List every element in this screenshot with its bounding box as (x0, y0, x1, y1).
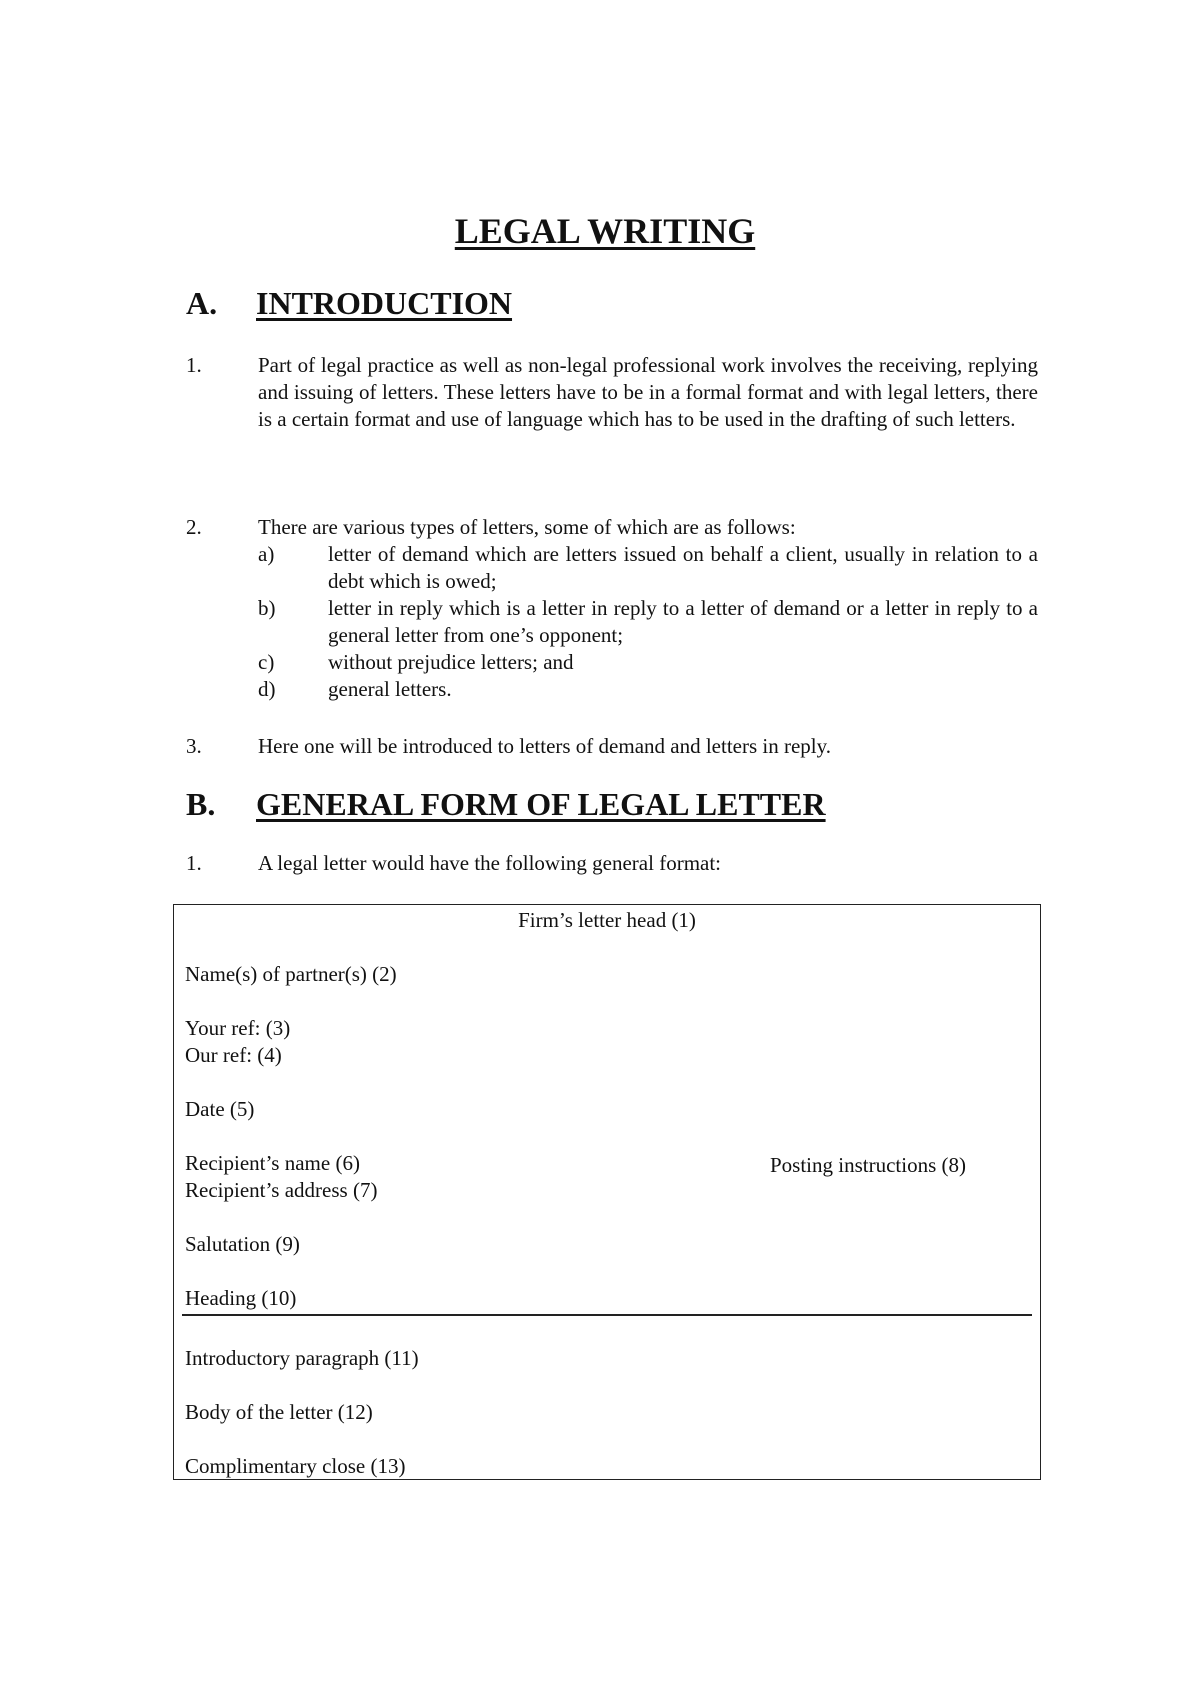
item-intro-text: There are various types of letters, some of which are as follows: (258, 515, 796, 539)
item-text: Part of legal practice as well as non-legal professional work involves the receiving, replying and issuing of letters. These letters have to be in a formal format and with legal letters, there is a certain format and use of language which has to be used in the drafting of such letters. (258, 353, 1038, 431)
date-label: Date (5) (185, 1097, 255, 1121)
document-title: LEGAL WRITING (454, 211, 756, 251)
list-item (258, 649, 1038, 676)
list-item-text: letter in reply which is a letter in reply to a letter of demand or a letter in reply to a general letter from one’s opponent; (328, 596, 1038, 647)
list-item (258, 676, 1038, 703)
list-item-label: d) (258, 677, 276, 701)
letterhead-label: Firm’s letter head (1) (518, 908, 696, 932)
intro-paragraph-label: Introductory paragraph (11) (185, 1346, 419, 1370)
list-item (258, 541, 1038, 595)
item-number: 2. (186, 515, 202, 539)
item-number: 1. (186, 851, 202, 875)
your-ref-label: Your ref: (3) (185, 1016, 291, 1040)
section-a-heading (186, 285, 512, 322)
heading-rule (182, 1314, 1032, 1316)
salutation-label: Salutation (9) (185, 1232, 300, 1256)
section-a-title: INTRODUCTION (256, 285, 513, 321)
recipient-name-label: Recipient’s name (6) (185, 1151, 360, 1175)
section-b-letter: B. (186, 786, 216, 822)
item-text: A legal letter would have the following general format: (258, 851, 722, 875)
section-b-item-1 (186, 850, 1038, 877)
item-text: Here one will be introduced to letters of demand and letters in reply. (258, 734, 832, 758)
section-a-item-2 (186, 514, 1038, 703)
posting-instructions-label: Posting instructions (8) (770, 1153, 967, 1177)
list-item (258, 595, 1038, 649)
our-ref-label: Our ref: (4) (185, 1043, 282, 1067)
recipient-address-label: Recipient’s address (7) (185, 1178, 378, 1202)
item-number: 3. (186, 734, 202, 758)
partners-label: Name(s) of partner(s) (2) (185, 962, 397, 986)
complimentary-close-label: Complimentary close (13) (185, 1454, 406, 1478)
list-item-text: without prejudice letters; and (328, 650, 574, 674)
body-label: Body of the letter (12) (185, 1400, 373, 1424)
section-a-item-3 (186, 733, 1038, 760)
list-item-text: general letters. (328, 677, 452, 701)
item-text (258, 514, 1038, 703)
section-b-heading (186, 786, 826, 823)
letter-format-box (173, 904, 1041, 1480)
section-a-letter: A. (186, 285, 218, 321)
list-item-label: b) (258, 596, 276, 620)
list-item-label: a) (258, 542, 275, 566)
item-number: 1. (186, 353, 202, 377)
section-b-title: GENERAL FORM OF LEGAL LETTER (256, 786, 826, 822)
letter-types-list (258, 541, 1038, 703)
list-item-text: letter of demand which are letters issued on behalf a client, usually in relation to a debt which is owed; (328, 542, 1038, 593)
section-a-item-1 (186, 352, 1038, 433)
heading-label: Heading (10) (185, 1286, 297, 1310)
list-item-label: c) (258, 650, 275, 674)
